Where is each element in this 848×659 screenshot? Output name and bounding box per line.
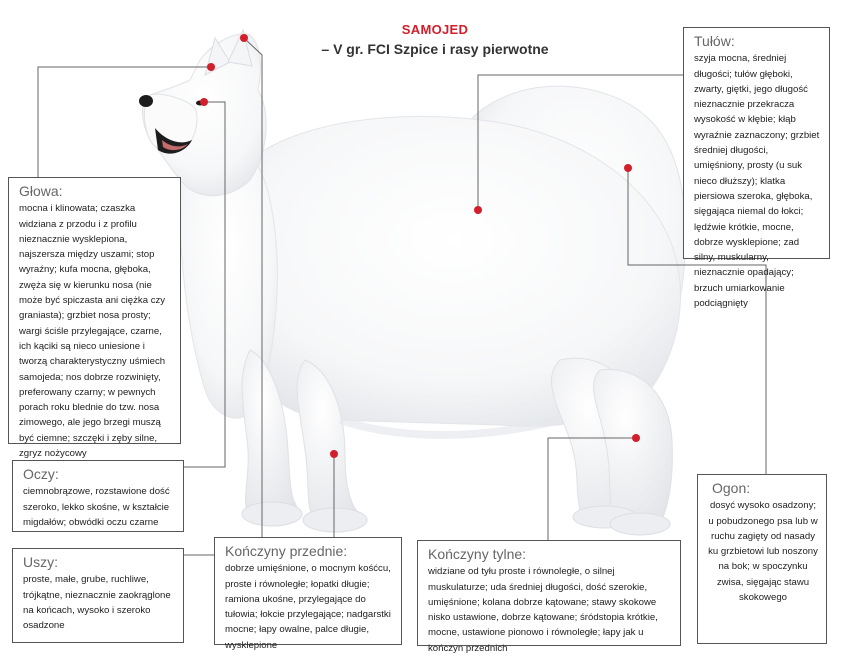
marker-dot-konczyny-przednie xyxy=(330,450,338,458)
breed-group: – V gr. FCI Szpice i rasy pierwotne xyxy=(321,41,549,57)
marker-dot-ogon xyxy=(624,164,632,172)
section-konczyny-przednie xyxy=(214,537,402,651)
section-glowa-heading: Głowa: xyxy=(19,183,63,199)
section-uszy xyxy=(12,548,184,643)
section-konczyny-tylne xyxy=(417,540,681,654)
marker-dot-oczy xyxy=(200,98,208,106)
section-ogon xyxy=(697,474,827,644)
section-konczyny-przednie-heading: Kończyny przednie: xyxy=(225,543,348,559)
section-ogon-text: dosyć wysoko osadzony; u pobudzonego psa lub w ruchu zagięty od nasady ku grzbietowi lub noszony na bok; w spoczynku zwisa, sięgając stawu skokowego xyxy=(708,500,818,604)
section-uszy-text: proste, małe, grube, ruchliwe, trójkątne, nieznacznie zaokrąglone na końcach, wysoko i szeroko osadzone xyxy=(23,574,171,632)
section-konczyny-przednie-text: dobrze umięśnione, o mocnym kośćcu, proste i równoległe; łopatki długie; ramiona ukośne, przylegające do tułowia; łokcie przylegające; nadgarstki mocne; łapy owalne, palce długie, wysklepione xyxy=(225,563,391,651)
section-tulow-heading: Tułów: xyxy=(694,33,735,49)
breed-title: SAMOJED xyxy=(401,22,469,37)
section-oczy-text: ciemnobrązowe, rozstawione dość szeroko, lekko skośne, w kształcie migdałów; obwódki oczu czarne xyxy=(23,486,170,528)
marker-dot-tulow xyxy=(474,206,482,214)
section-tulow xyxy=(683,27,830,310)
section-glowa xyxy=(8,177,181,460)
dog-silhouette xyxy=(139,30,686,535)
section-oczy-heading: Oczy: xyxy=(23,466,59,482)
section-konczyny-tylne-heading: Kończyny tylne: xyxy=(428,546,527,562)
marker-dot-uszy xyxy=(240,34,248,42)
section-konczyny-tylne-text: widziane od tyłu proste i równoległe, o silnej muskulaturze; uda średniej długości, dość szerokie, umięśnione; kolana dobrze kątowane; stawy skokowe nisko ustawione, dobrze kątowane; śródstopia krótkie, mocne, ustawione pionowo i równoległe; łapy jak u kończyn przednich xyxy=(428,566,658,654)
title-block xyxy=(300,22,570,57)
section-uszy-heading: Uszy: xyxy=(23,554,58,570)
marker-dot-konczyny-tylne xyxy=(632,434,640,442)
section-tulow-text: szyja mocna, średniej długości; tułów głęboki, zwarty, giętki, jego długość nieznacznie przekracza wysokość w kłębie; kłąb wyraźnie zaznaczony; grzbiet średniej długości, umięśniony, prosty (u suk nieco dłuższy); klatka piersiowa szeroka, głęboka, sięgająca niemal do łokci; lędźwie krótkie, mocne, dobrze wysklepione; zad silny, muskularny, nieznacznie opadający; brzuch umiarkowanie podciągnięty xyxy=(694,53,820,310)
section-glowa-text: mocna i klinowata; czaszka widziana z przodu i z profilu nieznacznie wysklepiona, najszersza między uszami; stop wyraźny; kufa mocna, głęboka, zwęża się w kierunku nosa (nie może być spiczasta ani ciężka czy graniasta); grzbiet nosa prosty; wargi ściśle przylegające, czarne, ich kąciki są nieco uniesione i tworzą charakterystyczny uśmiech samojeda; nos dobrze rozwinięty, preferowany czarny; w pewnych porach roku blednie do tzw. nosa zimowego, ale jego brzegi muszą być ciemne; szczęki i zęby silne, zgryz nożycowy xyxy=(19,203,166,460)
section-ogon-heading: Ogon: xyxy=(712,480,751,496)
section-oczy xyxy=(12,460,184,532)
marker-dot-glowa xyxy=(207,63,215,71)
